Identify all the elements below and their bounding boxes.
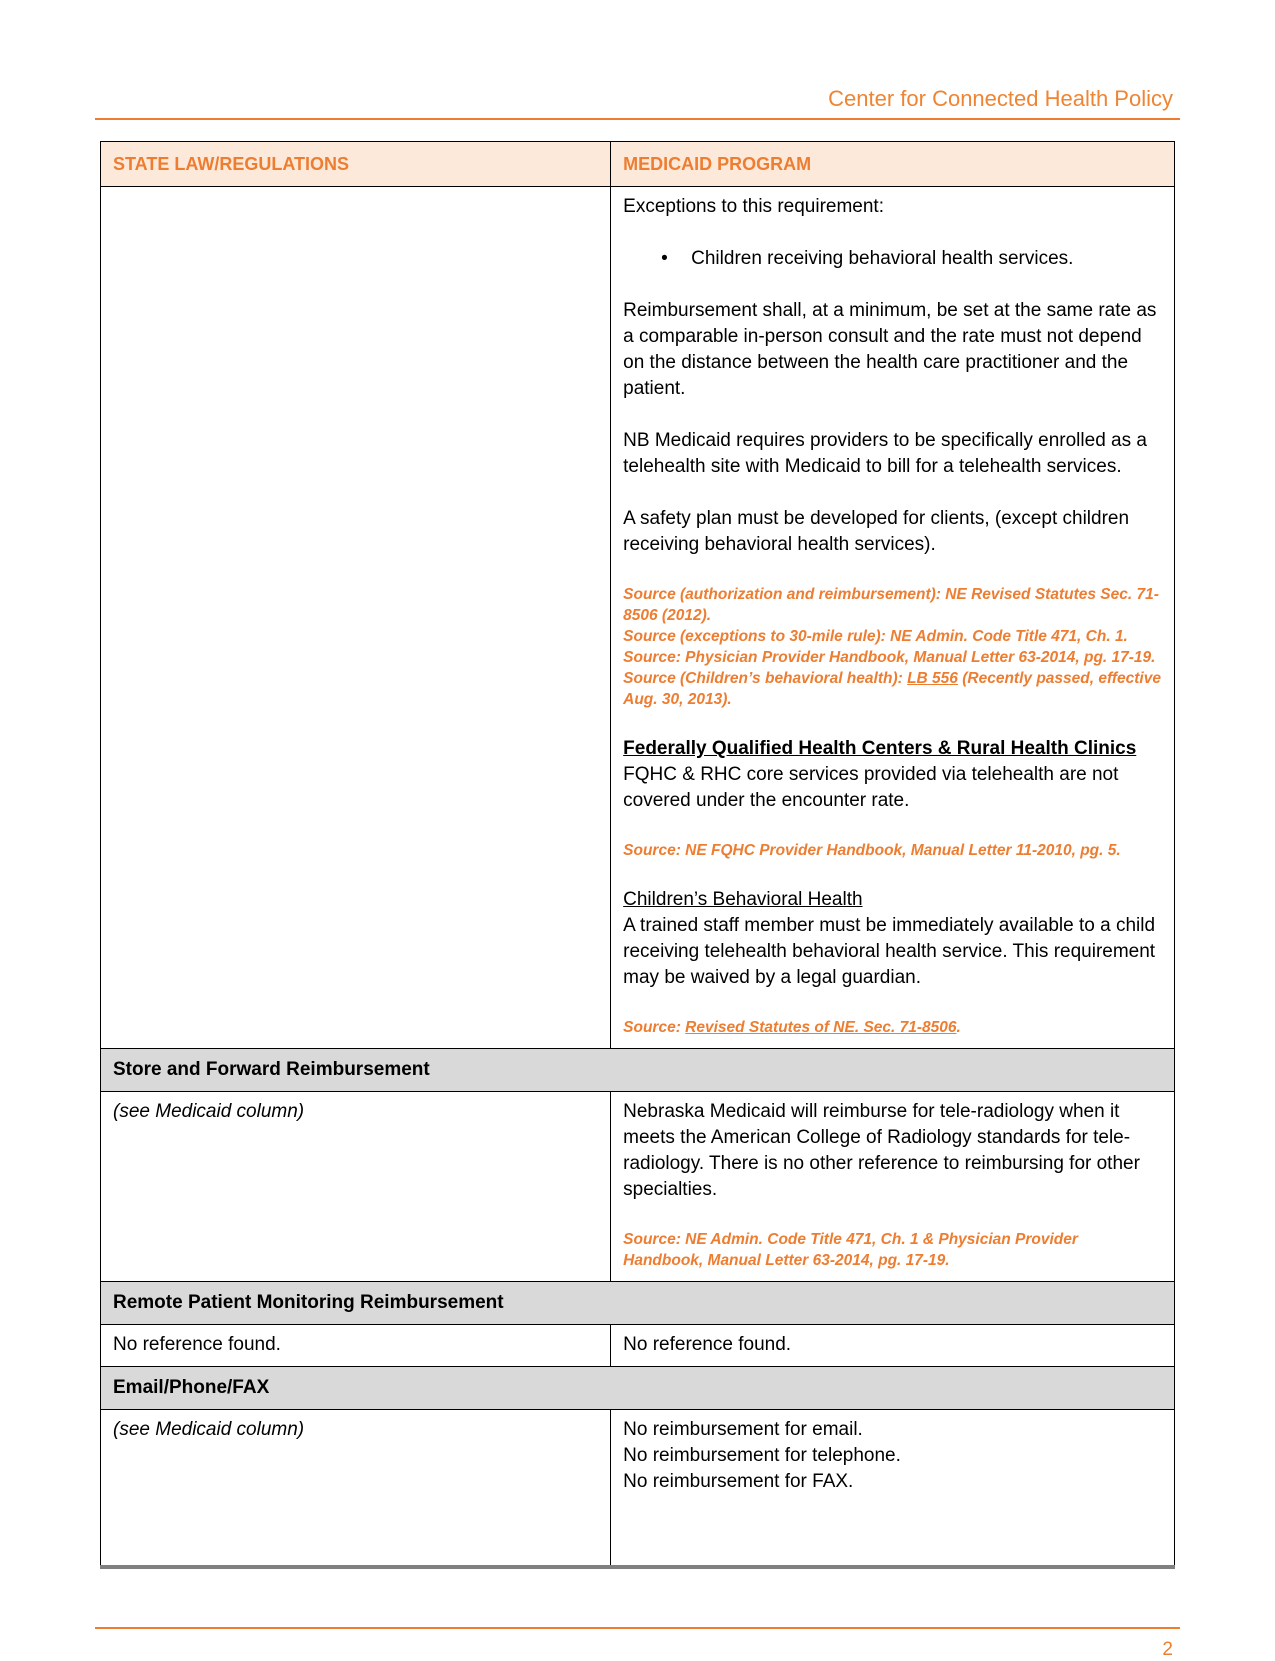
no-reference-text: No reference found. — [113, 1334, 281, 1355]
medicaid-cell-store-forward — [611, 1092, 1175, 1282]
policy-table — [100, 141, 1175, 1569]
section-header-rpm-row — [101, 1282, 1175, 1325]
paragraph-safety-plan: A safety plan must be developed for clients, (except children receiving behavioral health services). — [623, 508, 1130, 555]
bullet-text: Children receiving behavioral health services. — [691, 248, 1074, 269]
table-row-email-phone-fax — [101, 1410, 1175, 1567]
section-header-store-forward-row — [101, 1049, 1175, 1092]
subheading-fqhc-rhc: Federally Qualified Health Centers & Rural Health Clinics — [623, 738, 1137, 759]
source-line-suffix: (Recently passed, effective Aug. 30, 2013). — [623, 670, 1161, 708]
section-header-email-phone-fax: Email/Phone/FAX — [101, 1367, 1175, 1410]
source-line: Source: NE FQHC Provider Handbook, Manual Letter 11-2010, pg. 5. — [623, 842, 1121, 859]
revised-statutes-link[interactable]: Revised Statutes of NE. Sec. 71-8506 — [685, 1019, 957, 1036]
source-line-prefix: Source: — [623, 1019, 686, 1036]
medicaid-cell-rpm — [611, 1325, 1175, 1367]
column-header-medicaid: MEDICAID PROGRAM — [611, 142, 1175, 187]
state-law-cell-email — [101, 1410, 611, 1567]
no-reference-text: No reference found. — [623, 1334, 792, 1355]
source-line: Source (exceptions to 30-mile rule): NE Admin. Code Title 471, Ch. 1. — [623, 628, 1128, 645]
source-citation-block — [623, 584, 1162, 710]
state-law-cell-rpm — [101, 1325, 611, 1367]
paragraph-childrens-behavioral-health: A trained staff member must be immediately available to a child receiving telehealth behavioral health service. This requirement may be waived by a legal guardian. — [623, 915, 1156, 988]
state-law-cell-main — [101, 187, 611, 1049]
see-medicaid-column-note: (see Medicaid column) — [113, 1101, 305, 1122]
source-line — [623, 668, 1162, 710]
no-reimbursement-email-line: No reimbursement for email. — [623, 1419, 863, 1440]
page-number: 2 — [1162, 1638, 1173, 1660]
section-header-email-row — [101, 1367, 1175, 1410]
paragraph-reimbursement: Reimbursement shall, at a minimum, be set at the same rate as a comparable in-person consult and the rate must not depend on the distance between the health care practitioner and the patient. — [623, 300, 1157, 399]
no-reimbursement-telephone-line: No reimbursement for telephone. — [623, 1445, 901, 1466]
medicaid-cell-email — [611, 1410, 1175, 1567]
source-line-prefix: Source (Children’s behavioral health): — [623, 670, 908, 687]
no-reimbursement-fax-line: No reimbursement for FAX. — [623, 1471, 854, 1492]
bullet-icon: • — [661, 248, 668, 269]
paragraph-exceptions: Exceptions to this requirement: — [623, 196, 884, 217]
source-citation-block — [623, 1017, 1162, 1038]
header-rule — [95, 118, 1180, 120]
source-citation-block — [623, 840, 1162, 861]
medicaid-cell-main — [611, 187, 1175, 1049]
source-citation-block — [623, 1229, 1162, 1271]
source-line: Source (authorization and reimbursement): NE Revised Statutes Sec. 71-8506 (2012). — [623, 586, 1159, 624]
state-law-cell-store-forward — [101, 1092, 611, 1282]
table-row-store-forward — [101, 1092, 1175, 1282]
section-header-store-forward: Store and Forward Reimbursement — [101, 1049, 1175, 1092]
column-header-state-law: STATE LAW/REGULATIONS — [101, 142, 611, 187]
lb-556-link[interactable]: LB 556 — [907, 670, 958, 687]
see-medicaid-column-note: (see Medicaid column) — [113, 1419, 305, 1440]
page-title: Center for Connected Health Policy — [828, 86, 1173, 111]
paragraph-nb-medicaid: NB Medicaid requires providers to be specifically enrolled as a telehealth site with Medicaid to bill for a telehealth services. — [623, 430, 1147, 477]
bullet-item — [661, 246, 1162, 272]
section-header-remote-patient-monitoring: Remote Patient Monitoring Reimbursement — [101, 1282, 1175, 1325]
paragraph-fqhc: FQHC & RHC core services provided via telehealth are not covered under the encounter rate. — [623, 764, 1119, 811]
footer-rule — [95, 1627, 1180, 1629]
paragraph-tele-radiology: Nebraska Medicaid will reimburse for tele-radiology when it meets the American College of Radiology standards for tele-radiology. There is no other reference to reimbursing for other specialties. — [623, 1101, 1140, 1200]
source-line: Source: Physician Provider Handbook, Manual Letter 63-2014, pg. 17-19. — [623, 649, 1156, 666]
table-row-policy-details — [101, 187, 1175, 1049]
table-header-row — [101, 142, 1175, 187]
source-line-suffix: . — [956, 1019, 961, 1036]
source-line: Source: NE Admin. Code Title 471, Ch. 1 & Physician Provider Handbook, Manual Letter 63-2014, pg. 17-19. — [623, 1231, 1078, 1269]
table-row-rpm — [101, 1325, 1175, 1367]
subheading-childrens-behavioral-health: Children’s Behavioral Health — [623, 889, 863, 910]
source-line — [623, 1017, 1162, 1038]
